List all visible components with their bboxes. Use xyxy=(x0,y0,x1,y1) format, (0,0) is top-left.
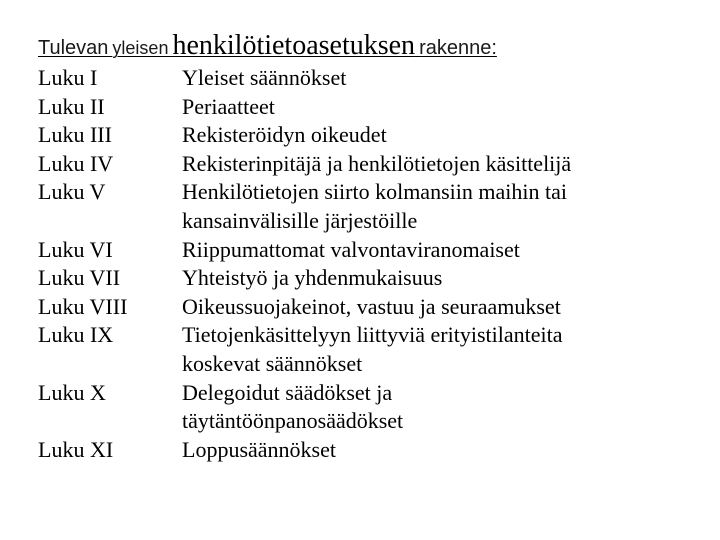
chapter-title-line: Oikeussuojakeinot, vastuu ja seuraamukset xyxy=(182,293,561,319)
title-word-1: Tulevan xyxy=(38,37,109,59)
chapter-title-line: Loppusäännökset xyxy=(182,436,336,462)
chapter-title xyxy=(182,264,698,293)
chapter-title xyxy=(182,236,698,265)
chapter-number: Luku VI xyxy=(38,236,113,262)
chapter-row xyxy=(38,264,698,293)
slide-title xyxy=(38,30,497,62)
chapter-title xyxy=(182,178,698,235)
chapter-title-line: koskevat säännökset xyxy=(182,350,363,376)
chapter-title-line: Yhteistyö ja yhdenmukaisuus xyxy=(182,265,443,291)
chapter-title-line: Yleiset säännökset xyxy=(182,65,347,90)
chapter-number: Luku III xyxy=(38,122,112,148)
chapter-number: Luku II xyxy=(38,93,105,119)
chapter-title xyxy=(182,293,698,322)
chapter-title-line: Rekisterinpitäjä ja henkilötietojen käsittelijä xyxy=(182,150,572,176)
chapter-title-line: Henkilötietojen siirto kolmansiin maihin tai xyxy=(182,179,567,205)
title-word-3: henkilötietoasetuksen xyxy=(172,30,416,61)
chapter-title xyxy=(182,436,698,465)
chapter-title xyxy=(182,64,698,93)
chapter-row xyxy=(38,236,698,265)
chapter-row xyxy=(38,64,698,93)
chapter-number: Luku VIII xyxy=(38,293,128,319)
chapter-title-line: Periaatteet xyxy=(182,93,275,119)
chapter-number: Luku XI xyxy=(38,436,114,462)
chapter-title-line: täytäntöönpanosäädökset xyxy=(182,408,404,434)
chapter-title-line: kansainvälisille järjestöille xyxy=(182,207,418,233)
chapter-number: Luku IX xyxy=(38,322,114,348)
chapter-title xyxy=(182,93,698,122)
chapter-number: Luku V xyxy=(38,179,106,205)
chapter-title-line: Riippumattomat valvontaviranomaiset xyxy=(182,236,520,262)
chapter-list xyxy=(38,64,698,464)
chapter-row xyxy=(38,93,698,122)
chapter-title xyxy=(182,321,698,378)
chapter-title xyxy=(182,150,698,179)
chapter-title-line: Delegoidut säädökset ja xyxy=(182,379,393,405)
chapter-row xyxy=(38,436,698,465)
chapter-title-line: Tietojenkäsittelyyn liittyviä erityistilanteita xyxy=(182,322,563,348)
chapter-row xyxy=(38,178,698,235)
chapter-title xyxy=(182,121,698,150)
chapter-row xyxy=(38,321,698,378)
chapter-row xyxy=(38,379,698,436)
chapter-title-line: Rekisteröidyn oikeudet xyxy=(182,122,387,148)
chapter-row xyxy=(38,121,698,150)
chapter-title xyxy=(182,379,698,436)
chapter-number: Luku I xyxy=(38,65,98,90)
chapter-number: Luku X xyxy=(38,379,106,405)
chapter-row xyxy=(38,293,698,322)
chapter-row xyxy=(38,150,698,179)
title-word-2: yleisen xyxy=(112,38,169,58)
title-word-4: rakenne: xyxy=(419,37,497,59)
chapter-number: Luku VII xyxy=(38,265,121,291)
chapter-number: Luku IV xyxy=(38,150,114,176)
